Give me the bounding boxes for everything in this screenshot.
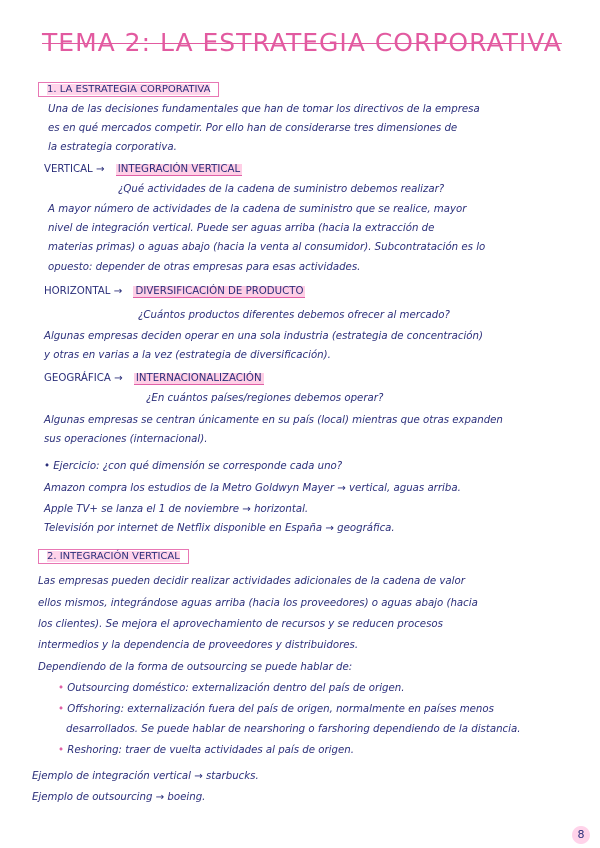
- vertical-label: VERTICAL →: [44, 164, 105, 175]
- page-number: 8: [572, 826, 590, 844]
- geo-text-2: sus operaciones (internacional).: [44, 434, 208, 445]
- bullet-dot: •: [58, 704, 65, 715]
- bullet-2-cont: desarrollados. Se puede hablar de nearshoring o farshoring dependiendo de la distancia.: [66, 724, 521, 735]
- example-1: Ejemplo de integración vertical → starbucks.: [32, 771, 259, 782]
- exercise-line-3: Televisión por internet de Netflix disponible en España → geográfica.: [44, 523, 395, 534]
- bullet-3-text: Reshoring: traer de vuelta actividades al país de origen.: [67, 745, 354, 756]
- section-1-heading-text: 1. LA ESTRATEGIA CORPORATIVA: [47, 84, 211, 95]
- section-2-heading-text: 2. INTEGRACIÓN VERTICAL: [47, 551, 180, 562]
- vertical-tag: INTEGRACIÓN VERTICAL: [117, 164, 241, 175]
- outsourcing-intro: Dependiendo de la forma de outsourcing se puede hablar de:: [38, 662, 353, 673]
- section-2-text-1: Las empresas pueden decidir realizar actividades adicionales de la cadena de valor: [38, 576, 465, 587]
- geo-question: ¿En cuántos países/regiones debemos operar?: [146, 393, 384, 404]
- bullet-dot: •: [58, 683, 65, 694]
- intro-line-2: es en qué mercados competir. Por ello han de considerarse tres dimensiones de: [48, 123, 458, 134]
- section-2-heading: [38, 549, 189, 564]
- horizontal-label: HORIZONTAL →: [44, 286, 123, 297]
- vertical-text-3: materias primas) o aguas abajo (hacia la venta al consumidor). Subcontratación es lo: [48, 242, 486, 253]
- geo-text-1: Algunas empresas se centran únicamente en su país (local) mientras que otras expanden: [44, 415, 503, 426]
- intro-line-3: la estrategia corporativa.: [48, 142, 177, 153]
- page-title: TEMA 2: LA ESTRATEGIA CORPORATIVA: [42, 28, 562, 57]
- bullet-2: [58, 703, 494, 717]
- bullet-1: [58, 682, 405, 696]
- bullet-1-text: Outsourcing doméstico: externalización dentro del país de origen.: [67, 683, 405, 694]
- exercise-line-2: Apple TV+ se lanza el 1 de noviembre → horizontal.: [44, 504, 309, 515]
- intro-line-1: Una de las decisiones fundamentales que han de tomar los directivos de la empresa: [48, 104, 480, 115]
- horizontal-text-1: Algunas empresas deciden operar en una sola industria (estrategia de concentración): [44, 331, 483, 342]
- geo-label: GEOGRÁFICA →: [44, 373, 123, 384]
- vertical-question: ¿Qué actividades de la cadena de suministro debemos realizar?: [118, 184, 445, 195]
- section-1-heading: [38, 82, 219, 97]
- geo-row: [44, 372, 264, 386]
- vertical-row: [44, 163, 242, 177]
- section-2-text-2: ellos mismos, integrándose aguas arriba (hacia los proveedores) o aguas abajo (hacia: [38, 598, 478, 609]
- exercise-line-1: Amazon compra los estudios de la Metro Goldwyn Mayer → vertical, aguas arriba.: [44, 483, 461, 494]
- horizontal-row: [44, 285, 305, 299]
- bullet-dot: •: [58, 745, 65, 756]
- vertical-text-4: opuesto: depender de otras empresas para esas actividades.: [48, 262, 361, 273]
- geo-tag: INTERNACIONALIZACIÓN: [135, 373, 262, 384]
- bullet-2-text: Offshoring: externalización fuera del país de origen, normalmente en países menos: [67, 704, 494, 715]
- exercise-title: • Ejercicio: ¿con qué dimensión se corresponde cada uno?: [44, 461, 343, 472]
- bullet-3: [58, 744, 354, 758]
- horizontal-question: ¿Cuántos productos diferentes debemos ofrecer al mercado?: [138, 310, 450, 321]
- section-2-text-4: intermedios y la dependencia de proveedores y distribuidores.: [38, 640, 359, 651]
- horizontal-tag: DIVERSIFICACIÓN DE PRODUCTO: [135, 286, 304, 297]
- vertical-text-1: A mayor número de actividades de la cadena de suministro que se realice, mayor: [48, 204, 467, 215]
- section-2-text-3: los clientes). Se mejora el aprovechamiento de recursos y se reducen procesos: [38, 619, 443, 630]
- horizontal-text-2: y otras en varias a la vez (estrategia de diversificación).: [44, 350, 331, 361]
- vertical-text-2: nivel de integración vertical. Puede ser aguas arriba (hacia la extracción de: [48, 223, 435, 234]
- example-2: Ejemplo de outsourcing → boeing.: [32, 792, 206, 803]
